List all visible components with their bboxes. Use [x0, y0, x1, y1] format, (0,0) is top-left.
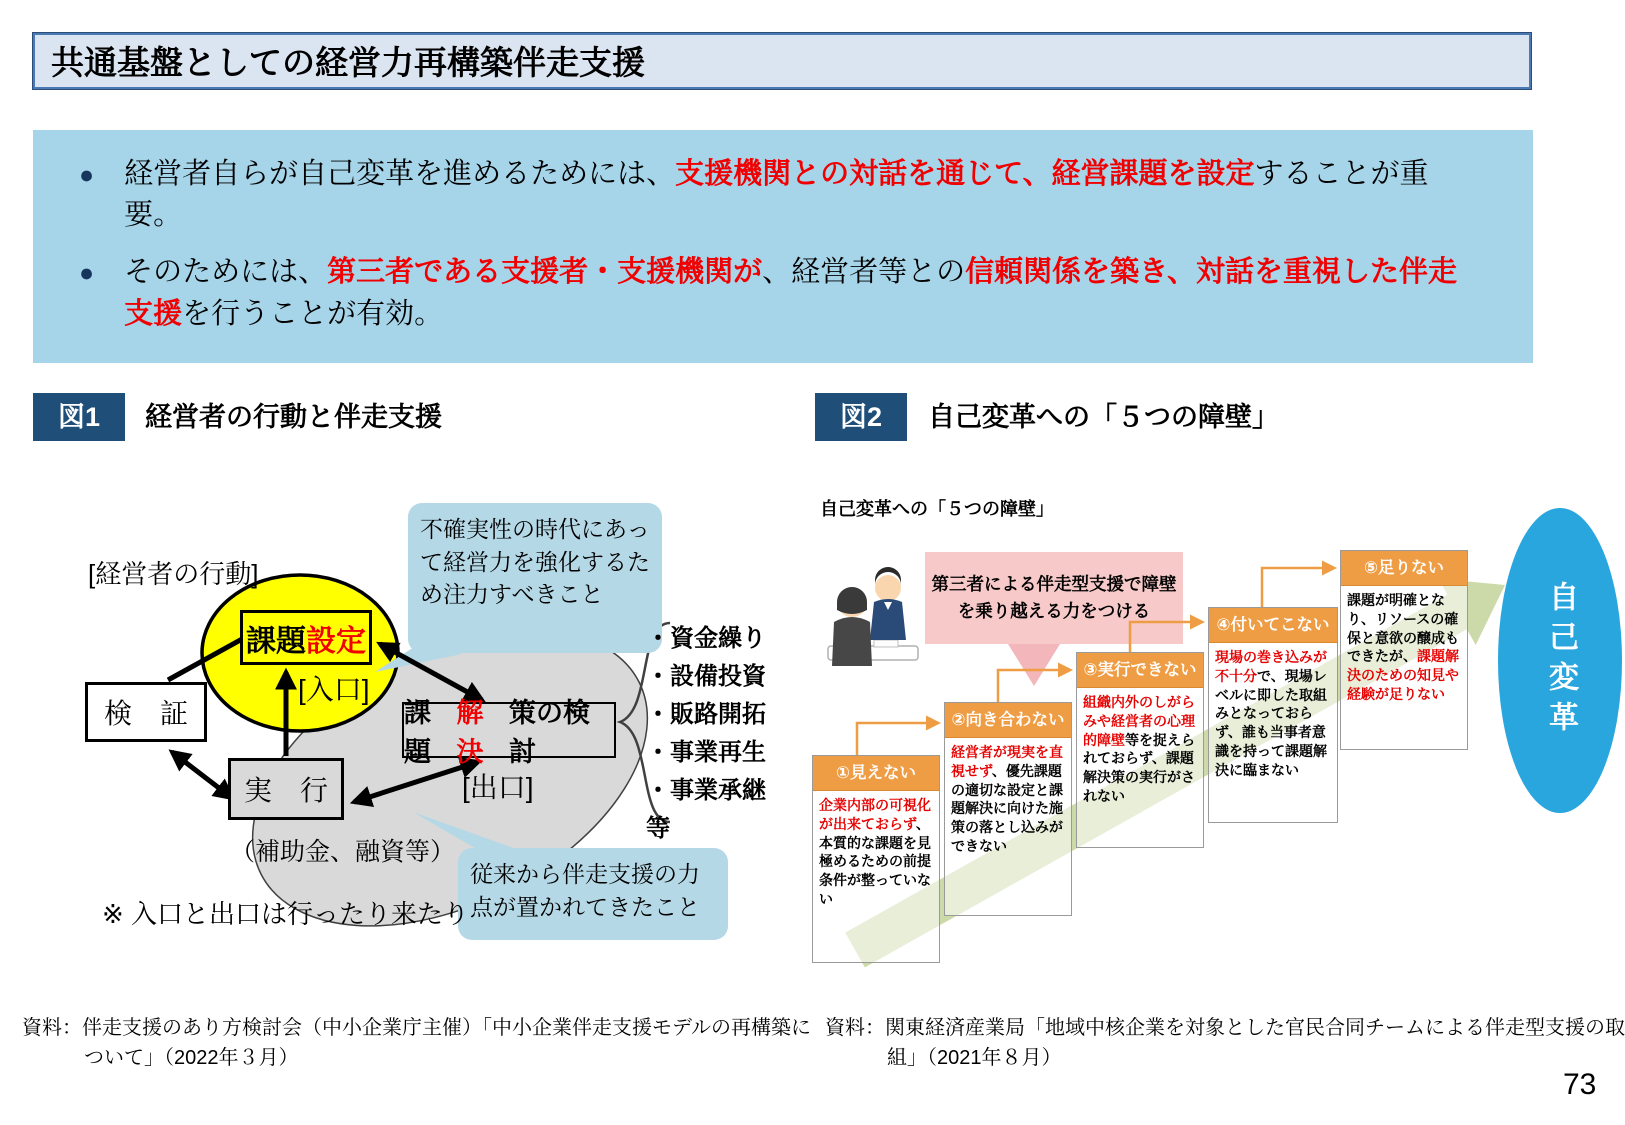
barrier-2-title: ②向き合わない — [945, 703, 1071, 738]
bullet-icon: ● — [79, 259, 95, 288]
fig1-caption: 経営者の行動と伴走支援 — [145, 402, 442, 432]
summary-bullet-2-text: そのためには、第三者である支援者・支援機関が、経営者等との信頼関係を築き、対話を重視した伴走支援を行うことが有効。 — [124, 256, 1457, 330]
node-kensho: 検 証 — [85, 682, 207, 742]
barrier-3 — [1076, 652, 1204, 848]
connector-3-4 — [1130, 622, 1202, 652]
connector-1-2 — [857, 723, 938, 755]
exit-list-item: ・事業再生 — [646, 739, 766, 766]
fig2-badge: 図2 — [815, 393, 907, 441]
fig2-caption: 自己変革への「５つの障壁」 — [928, 402, 1279, 432]
fig2-diagram — [800, 480, 1625, 980]
barrier-2-body: 経営者が現実を直視せず、優先課題の適切な設定と課題解決に向けた施策の落とし込みができない — [951, 744, 1063, 854]
barrier-2 — [944, 702, 1072, 916]
node-kadai-settei: 課題 設定 — [240, 610, 372, 665]
actor-label: [経営者の行動] — [88, 559, 259, 589]
exit-list-item: ・資金繰り — [646, 625, 766, 652]
barrier-1-body: 企業内部の可視化が出来ておらず、本質的な課題を見極めるための前提条件が整っていない — [819, 797, 931, 907]
exit-list-item: ・販路開拓 — [646, 701, 766, 728]
fig1-badge: 図1 — [33, 393, 125, 441]
barrier-3-title: ③実行できない — [1077, 653, 1203, 688]
label-exit: [出口] — [462, 772, 534, 803]
label-entrance: [入口] — [298, 674, 370, 705]
barrier-4-body: 現場の巻き込みが不十分で、現場レベルに即した取組みとなっておらず、誰も当事者意識を持って課題解決に臨まない — [1215, 649, 1327, 778]
callout-bottom: 従来から伴走支援の力点が置かれてきたこと — [458, 848, 728, 940]
fig1-source: 資料：伴走支援のあり方検討会（中小企業庁主催）「中小企業伴走支援モデルの再構築について」（2022年３月） — [22, 1017, 811, 1069]
connector-2-3 — [998, 670, 1070, 702]
barrier-4 — [1208, 607, 1338, 823]
label-hojokin: （補助金、融資等） — [230, 838, 456, 866]
exit-list-item: ・設備投資 — [646, 663, 766, 690]
node-kaiketsu: 課題 解決 策の検討 — [402, 702, 616, 758]
barrier-4-title: ④付いてこない — [1209, 608, 1337, 643]
barrier-3-body: 組織内外のしがらみや経営者の心理的障壁等を捉えられておらず、課題解決策の実行がされない — [1083, 694, 1195, 804]
connector-4-5 — [1262, 568, 1334, 607]
summary-box — [33, 130, 1533, 363]
support-note: 第三者による伴走型支援で障壁を乗り越える力をつける — [925, 552, 1183, 644]
summary-bullet-1-text: 経営者自らが自己変革を進めるためには、支援機関との対話を通じて、経営課題を設定することが重要。 — [124, 158, 1429, 232]
barrier-5-body: 課題が明確となり、リソースの確保と意欲の醸成もできたが、課題解決のための知見や経験が足りない — [1347, 592, 1459, 702]
barrier-1 — [812, 755, 940, 963]
bullet-icon: ● — [79, 161, 95, 189]
summary-bullet-1 — [79, 154, 1505, 236]
fig1-note: ※ 入口と出口は行ったり来たり — [102, 899, 470, 929]
barrier-5-title: ⑤足りない — [1341, 551, 1467, 586]
arrow-verify-execute — [172, 752, 232, 798]
goal-text: 自己変革 — [1544, 580, 1577, 741]
fig1-diagram — [30, 470, 800, 965]
node-jikko: 実 行 — [228, 758, 344, 820]
callout-top: 不確実性の時代にあって経営力を強化するため注力すべきこと — [408, 503, 662, 653]
page-title: 共通基盤としての経営力再構築伴走支援 — [33, 33, 1531, 89]
exit-list — [646, 620, 800, 848]
summary-bullet-2 — [79, 252, 1505, 334]
exit-list-item: ・事業承継 等 — [646, 777, 790, 842]
fig2-inner-title: 自己変革への「５つの障壁」 — [820, 499, 1054, 519]
goal-ellipse — [1498, 508, 1622, 813]
page-number: 73 — [1563, 1068, 1597, 1101]
barrier-5 — [1340, 550, 1468, 750]
fig2-source: 資料：関東経済産業局「地域中核企業を対象とした官民合同チームによる伴走型支援の取組」（2021年８月） — [825, 1017, 1625, 1069]
barrier-1-title: ①見えない — [813, 756, 939, 791]
